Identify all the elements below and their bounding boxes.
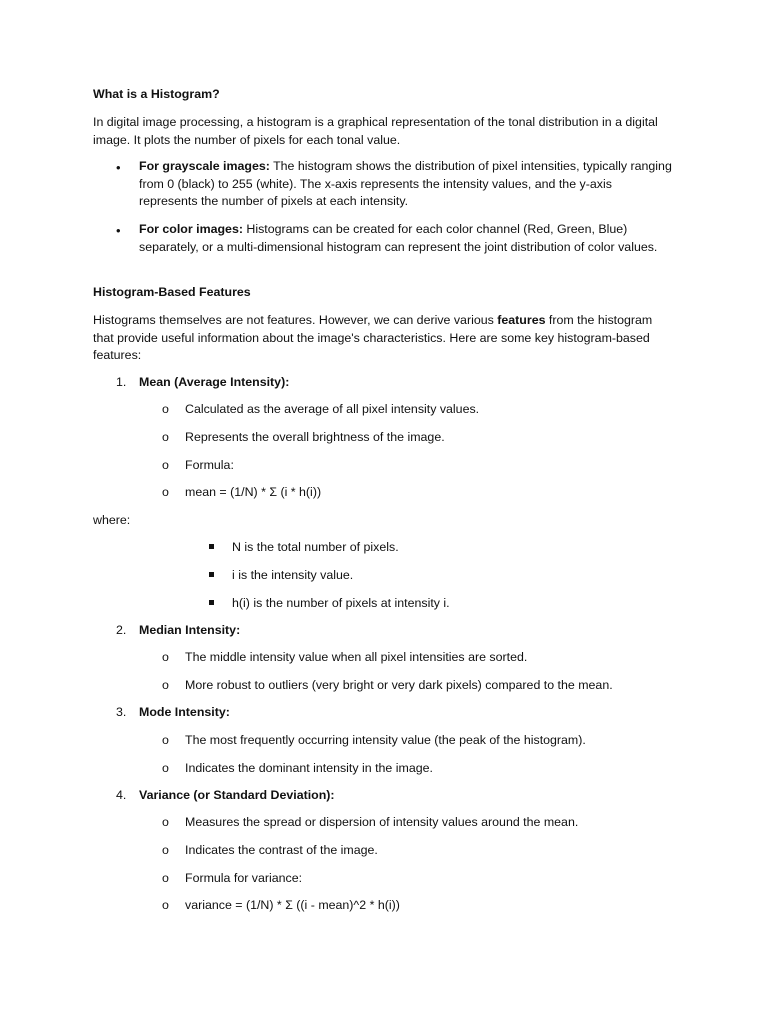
sub-bullet-marker: o (162, 650, 169, 664)
bullet-marker: • (116, 160, 121, 175)
sub-bullet-marker: o (162, 871, 169, 885)
sub-bullet-marker: o (162, 843, 169, 857)
sub-bullet-marker: o (162, 733, 169, 747)
bullet-color-title: For color images: (139, 222, 243, 236)
mean-formula: mean = (1/N) * Σ (i * h(i)) (185, 485, 322, 499)
mean-item: Formula: (185, 458, 234, 472)
mean-item: Represents the overall brightness of the image. (185, 430, 445, 444)
median-item: More robust to outliers (very bright or very dark pixels) compared to the mean. (185, 678, 613, 692)
square-bullet-marker (209, 567, 217, 575)
bullet-grayscale-title: For grayscale images: (139, 159, 270, 173)
bullet-grayscale-text: The histogram shows the distribution of pixel intensities, typically ranging from 0 (black) to 255 (white). The x-axis represents the intensity values, and the y-axis represents the number of pixels at each intensity. (139, 159, 672, 208)
square-bullet-marker (209, 539, 217, 547)
median-item: The middle intensity value when all pixel intensities are sorted. (185, 650, 528, 664)
feature-number: 3. (116, 705, 127, 719)
feature-title-variance: Variance (or Standard Deviation): (139, 788, 335, 802)
sub-bullet-marker: o (162, 485, 169, 499)
mean-item: Calculated as the average of all pixel intensity values. (185, 402, 480, 416)
feature-title-mean: Mean (Average Intensity): (139, 375, 290, 389)
where-item: h(i) is the number of pixels at intensity i. (232, 596, 450, 610)
para-bold-features: features (497, 313, 546, 327)
variance-item: Formula for variance: (185, 871, 303, 885)
sub-bullet-marker: o (162, 898, 169, 912)
para-after: from the histogram that provide useful information about the image's characteristics. Here are some key histogram-based features: (93, 313, 653, 362)
bullet-color (139, 221, 673, 256)
variance-formula: variance = (1/N) * Σ ((i - mean)^2 * h(i)) (185, 898, 400, 912)
feature-number: 1. (116, 375, 127, 389)
sub-bullet-marker: o (162, 402, 169, 416)
heading-what-is-histogram: What is a Histogram? (93, 87, 220, 101)
sub-bullet-marker: o (162, 815, 169, 829)
sub-bullet-marker: o (162, 678, 169, 692)
where-label: where: (93, 513, 131, 527)
where-item: i is the intensity value. (232, 568, 354, 582)
feature-number: 4. (116, 788, 127, 802)
where-item: N is the total number of pixels. (232, 540, 399, 554)
variance-item: Measures the spread or dispersion of intensity values around the mean. (185, 815, 579, 829)
features-intro-paragraph (93, 312, 673, 365)
sub-bullet-marker: o (162, 458, 169, 472)
feature-number: 2. (116, 623, 127, 637)
heading-histogram-features: Histogram-Based Features (93, 285, 251, 299)
sub-bullet-marker: o (162, 430, 169, 444)
bullet-color-text: Histograms can be created for each color channel (Red, Green, Blue) separately, or a multi-dimensional histogram can represent the joint distribution of color values. (139, 222, 658, 254)
bullet-grayscale (139, 158, 673, 211)
feature-title-mode: Mode Intensity: (139, 705, 230, 719)
bullet-marker: • (116, 223, 121, 238)
mode-item: Indicates the dominant intensity in the image. (185, 761, 433, 775)
feature-title-median: Median Intensity: (139, 623, 241, 637)
mode-item: The most frequently occurring intensity value (the peak of the histogram). (185, 733, 586, 747)
intro-paragraph: In digital image processing, a histogram is a graphical representation of the tonal distribution in a digital image. It plots the number of pixels for each tonal value. (93, 115, 658, 147)
para-before: Histograms themselves are not features. However, we can derive various (93, 313, 498, 327)
variance-item: Indicates the contrast of the image. (185, 843, 378, 857)
sub-bullet-marker: o (162, 761, 169, 775)
square-bullet-marker (209, 595, 217, 603)
